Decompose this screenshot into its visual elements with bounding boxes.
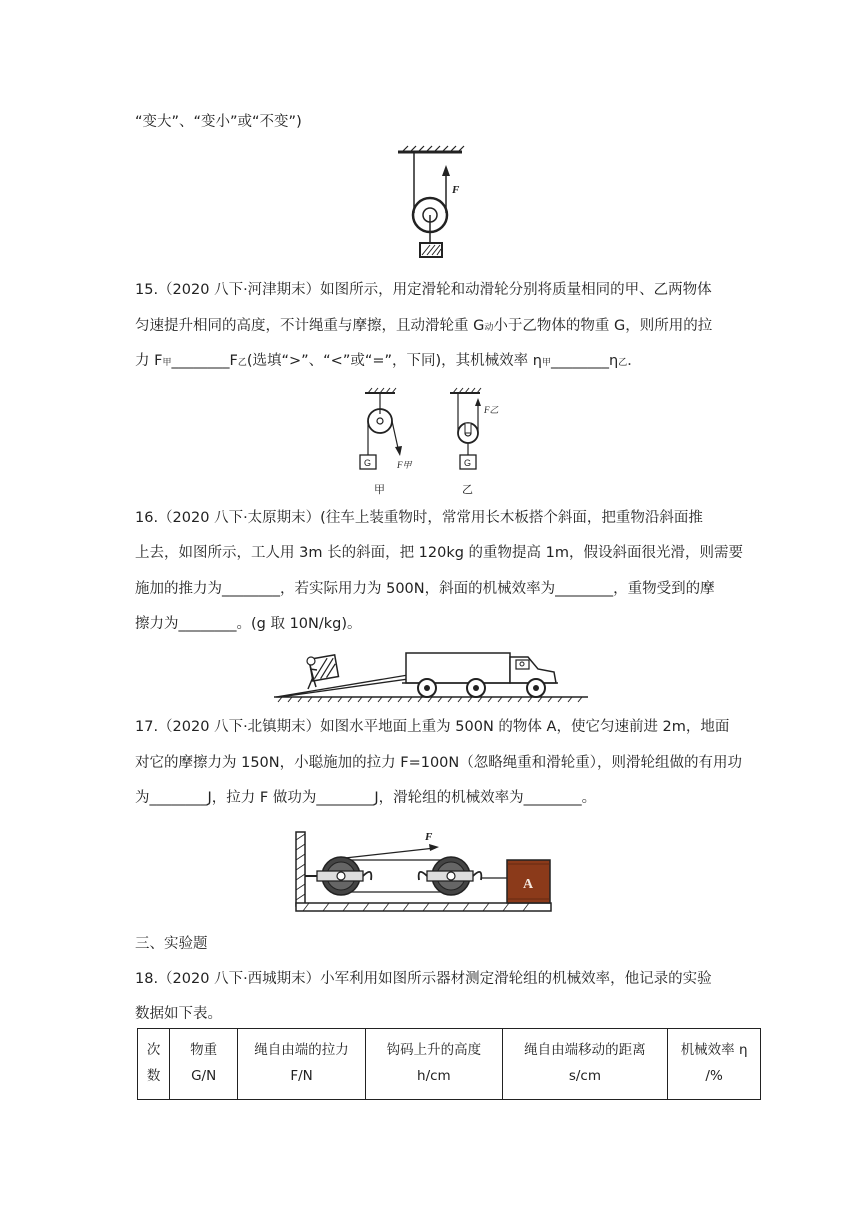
g-label-jia: G bbox=[364, 458, 372, 468]
table-header-cell: 绳自由端的拉力 F/N bbox=[237, 1029, 365, 1100]
q15-line-1: 15.（2020 八下·河津期末）如图所示，用定滑轮和动滑轮分别将质量相同的甲、乙两物体 bbox=[135, 282, 712, 298]
q17-line-3: 为________J，拉力 F 做功为________J，滑轮组的机械效率为________。 bbox=[135, 790, 597, 806]
figure-horizontal-pulley-block bbox=[293, 828, 555, 914]
figure-movable-pulley bbox=[390, 143, 470, 263]
q16-line-4: 擦力为________。(g 取 10N/kg)。 bbox=[135, 616, 362, 632]
experiment-data-table bbox=[137, 1028, 761, 1100]
q16-line-1: 16.（2020 八下·太原期末）(往车上装重物时，常常用长木板搭个斜面，把重物沿斜面推 bbox=[135, 510, 703, 526]
prev-options-text: “变大”、“变小”或“不变”) bbox=[135, 114, 302, 130]
force-label: F bbox=[452, 184, 460, 196]
section-title: 三、实验题 bbox=[135, 936, 208, 952]
q16-line-2: 上去，如图所示，工人用 3m 长的斜面，把 120kg 的重物提高 1m，假设斜面很光滑，则需要 bbox=[135, 545, 744, 561]
table-header-cell: 次 数 bbox=[138, 1029, 170, 1100]
force-label-jia: F甲 bbox=[397, 460, 412, 470]
caption-yi: 乙 bbox=[462, 483, 473, 496]
figure-fixed-and-movable-pulley bbox=[350, 386, 520, 498]
block-label: A bbox=[523, 877, 534, 892]
table-header-cell: 钩码上升的高度 h/cm bbox=[366, 1029, 502, 1100]
caption-jia: 甲 bbox=[374, 483, 385, 496]
q16-line-3: 施加的推力为________，若实际用力为 500N，斜面的机械效率为________，重物受到的摩 bbox=[135, 581, 715, 597]
g-label-yi: G bbox=[464, 458, 472, 468]
figure-ramp-truck bbox=[272, 645, 590, 707]
q15-line-3: 力 F甲________F乙(选填“>”、“<”或“=”，下同)，其机械效率 η甲________η乙． bbox=[135, 353, 642, 369]
table-header-cell: 绳自由端移动的距离 s/cm bbox=[502, 1029, 668, 1100]
q17-line-2: 对它的摩擦力为 150N，小聪施加的拉力 F=100N（忽略绳重和滑轮重），则滑轮组做的有用功 bbox=[135, 755, 743, 771]
table-header-cell: 物重 G/N bbox=[170, 1029, 238, 1100]
q18-line-2: 数据如下表。 bbox=[135, 1006, 222, 1022]
table-header-cell: 机械效率 η /% bbox=[668, 1029, 761, 1100]
q15-line-2: 匀速提升相同的高度，不计绳重与摩擦，且动滑轮重 G动小于乙物体的物重 G，则所用的拉 bbox=[135, 318, 713, 334]
force-label: F bbox=[425, 831, 433, 843]
force-label-yi: F乙 bbox=[484, 405, 499, 415]
q18-line-1: 18.（2020 八下·西城期末）小军利用如图所示器材测定滑轮组的机械效率，他记录的实验 bbox=[135, 971, 712, 987]
q17-line-1: 17.（2020 八下·北镇期末）如图水平地面上重为 500N 的物体 A，使它匀速前进 2m，地面 bbox=[135, 719, 730, 735]
table-header-row bbox=[138, 1029, 761, 1100]
